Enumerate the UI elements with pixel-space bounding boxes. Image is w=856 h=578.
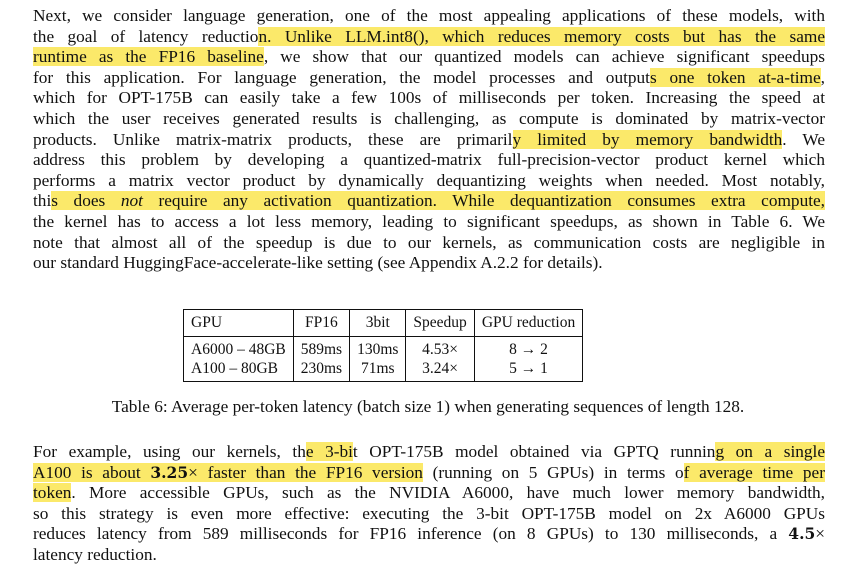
text-line: which the user receives generated results is challenging, as compute is dominated by matrix-vector [33, 108, 825, 128]
text-span: . We [782, 129, 825, 149]
text-span: , we show that our quantized models can achieve significant speedups [263, 47, 825, 67]
cell-fp16: 230ms [293, 359, 349, 382]
text-span: require any activation quantization. While dequantization consumes extra compute, [142, 191, 825, 211]
emphasis: not [120, 191, 143, 211]
text-line [33, 483, 825, 504]
text-span: , [820, 67, 825, 87]
text-line: the kernel has to access a lot less memory, leading to significant speedups, as shown in Table 6. We [33, 211, 825, 231]
text-span: for this application. For language generation, the model processes and output [33, 67, 650, 87]
table-header-row [184, 310, 583, 337]
text-line [33, 47, 825, 68]
text-line: performs a matrix vector product by dynamically dequantizing weights when needed. Most notably, [33, 170, 825, 190]
text-line [33, 27, 825, 48]
text-line: latency reduction. [33, 544, 157, 564]
highlight: s one token at-a-time [649, 67, 821, 87]
text-line: Next, we consider language generation, one of the most appealing applications of these models, with [33, 6, 825, 25]
text-line [33, 130, 825, 151]
cell-3bit: 130ms [357, 341, 399, 358]
text-line: our standard HuggingFace-accelerate-like setting (see Appendix A.2.2 for details). [33, 253, 603, 273]
text-line: which for OPT-175B can easily take a few 100s of milliseconds per token. Increasing the speed at [33, 88, 825, 108]
table-row [184, 359, 583, 382]
table-caption: Table 6: Average per-token latency (batch size 1) when generating sequences of length 128. [111, 397, 745, 416]
text-line: so this strategy is even more effective: executing the 3-bit OPT-175B model on 2x A6000 GPUs [33, 503, 825, 523]
text-line [33, 191, 825, 212]
text-line: address this problem by developing a quantized-matrix full-precision-vector product kernel which [33, 150, 825, 170]
paragraph-language-generation [33, 6, 825, 274]
text-span: × faster than the FP16 version [188, 462, 423, 482]
highlight: y limited by memory bandwidth [512, 129, 783, 149]
text-span: thi [33, 191, 52, 211]
highlight: g on a single [715, 442, 826, 461]
text-line [33, 442, 825, 463]
cell-3bit: 71ms [350, 359, 406, 382]
latency-table [183, 309, 583, 382]
cell-gpu-reduction: 5 → 1 [474, 359, 582, 382]
text-span: t OPT-175B model obtained via GPTQ runnin [352, 442, 716, 461]
text-line [33, 524, 825, 545]
cell-speedup: 4.53× [406, 337, 474, 360]
text-span: s does [51, 191, 121, 211]
text-span: A100 is about [33, 462, 151, 482]
cell-gpu: A6000 – 48GB [184, 337, 294, 360]
highlight: f average time per [683, 462, 825, 482]
header-3bit: 3bit [350, 310, 406, 337]
text-line [33, 463, 825, 484]
cell-gpu: A100 – 80GB [184, 359, 294, 382]
header-fp16: FP16 [293, 310, 349, 337]
text-line: note that almost all of the speedup is due to our kernels, as communication costs are negligible in [33, 232, 825, 252]
text-span: (running on 5 GPUs) in terms o [422, 462, 684, 482]
highlight [33, 463, 423, 482]
highlight: n. Unlike LLM.int8(), which reduces memory costs but has the same [258, 26, 825, 46]
highlight: e 3-bi [305, 442, 353, 461]
highlight [51, 191, 825, 210]
text-span: . More accessible GPUs, such as the NVIDIA A6000, have much lower memory bandwidth, [71, 483, 825, 503]
cell-speedup: 3.24× [406, 359, 474, 382]
table-row [184, 337, 583, 360]
header-speedup: Speedup [406, 310, 474, 337]
highlight: token [33, 483, 72, 503]
bold-number: 4.5 [788, 524, 816, 544]
cell-fp16: 589ms [293, 337, 349, 360]
text-span: For example, using our kernels, th [33, 442, 306, 461]
text-line [33, 68, 825, 89]
header-gpu-reduction: GPU reduction [474, 310, 582, 337]
paragraph-example [33, 442, 825, 566]
text-span: the goal of latency reductio [33, 26, 259, 46]
text-span: × [815, 524, 825, 544]
header-gpu: GPU [184, 310, 294, 337]
cell-gpu-reduction: 8 → 2 [474, 337, 582, 360]
text-span: products. Unlike matrix-matrix products, these are primaril [33, 129, 513, 149]
text-span: reduces latency from 589 milliseconds for FP16 inference (on 8 GPUs) to 130 milliseconds, a [33, 524, 789, 544]
highlight: runtime as the FP16 baseline [33, 47, 264, 67]
bold-number: 3.25 [150, 462, 189, 482]
